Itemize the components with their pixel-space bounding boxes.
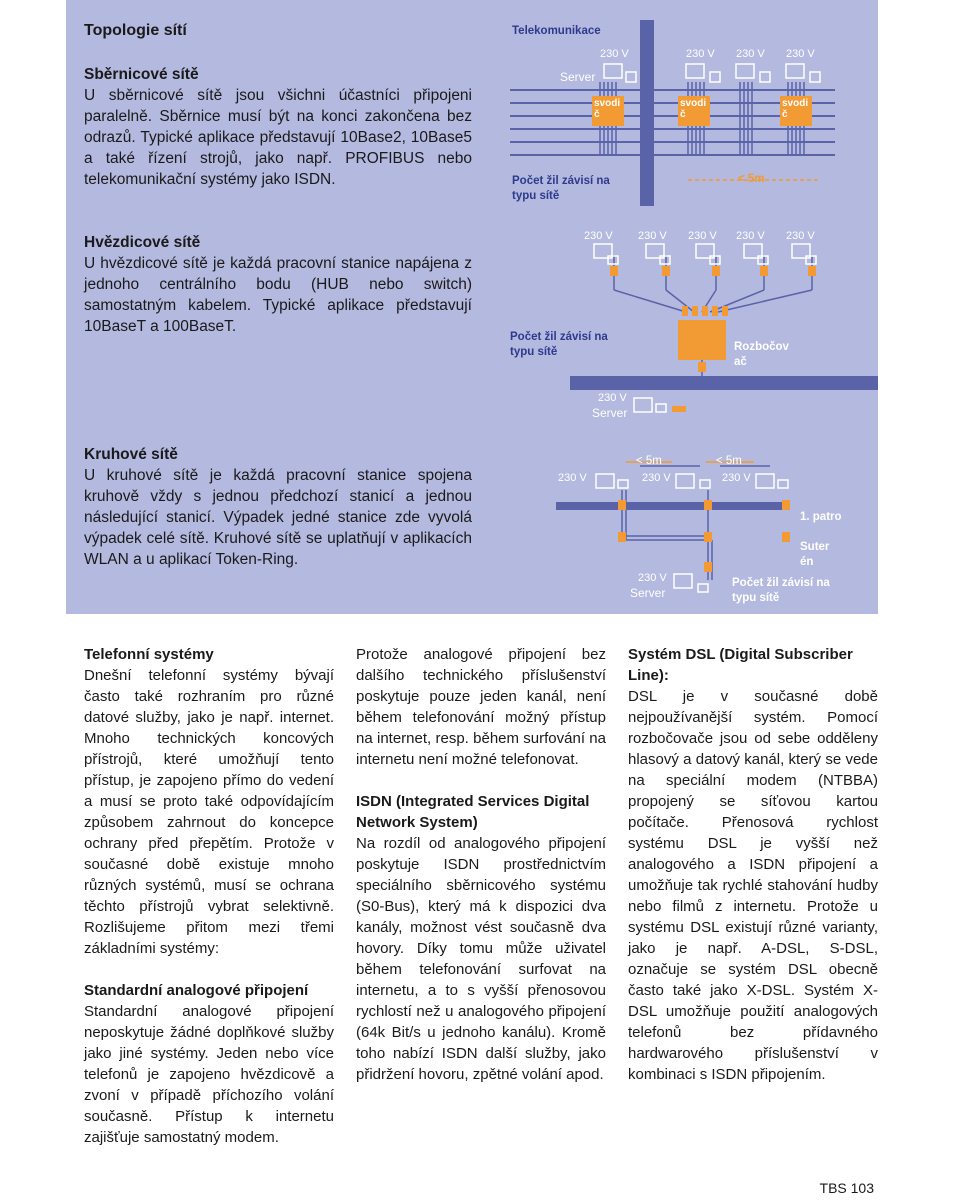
voltage-label: 230 V: [688, 230, 717, 242]
floor-label: 1. patro: [800, 511, 842, 523]
computer-icon: [736, 64, 754, 78]
ring-text: U kruhové sítě je každá pracovní stanice spojena kruhově vždy s jednou předchozí stanicí a jednou následující stanicí. Výpadek jedné stanice zde vyvolá výpadek celé sítě. Kruhové sítě se uplatňují v aplikacích WLAN a u aplikací Token-Ring.: [84, 467, 472, 568]
telephone-text: Dnešní telefonní systémy bývají často také rozhraním pro různé datové služby, jako je např. internet. Mnoho technických koncových přístrojů, které umožňují tento přístup, je zapojeno přímo do vedení a musí se proto také odpovídajícím způsobem zahrnout do koncepce ochrany před přepětím. Protože v současné době existuje mnoho různých systémů, musí se ochrana těchto přístrojů vybrat selektivně. Rozlišujeme přitom mezi třemi základními systémy:: [84, 667, 334, 957]
distance-label: < 5m: [738, 173, 765, 185]
socket-icon: [806, 256, 816, 264]
telephone-heading: Telefonní systémy: [84, 646, 214, 663]
protector-label: svodi č: [594, 98, 621, 120]
voltage-label: 230 V: [598, 392, 627, 404]
computer-icon: [786, 64, 804, 78]
analog-text: Standardní analogové připojení neposkytuje žádné doplňkové služby jako jiné systémy. Jeden nebo více telefonů je zapojeno hvězdicově a zvoní v případě příchozího volání současně. Přístup k internetu zajišťuje samostatný modem.: [84, 1003, 334, 1146]
voltage-label: 230 V: [686, 48, 715, 60]
socket-icon: [710, 256, 720, 264]
socket-icon: [698, 584, 708, 592]
basement-label: Suter én: [800, 541, 830, 568]
socket-icon: [700, 480, 710, 488]
bus-heading: Sběrnicové sítě: [84, 66, 199, 83]
socket-icon: [608, 256, 618, 264]
telecom-trunk: [640, 20, 654, 206]
star-diagram: [570, 244, 878, 412]
server-label: Server: [560, 70, 596, 84]
ring-heading: Kruhové sítě: [84, 446, 178, 463]
voltage-label: 230 V: [600, 48, 629, 60]
isdn-heading: ISDN (Integrated Services Digital Network System): [356, 793, 590, 831]
distance-label: < 5m: [636, 455, 662, 467]
wires-note: Počet žil závisí na typu sítě: [510, 331, 608, 358]
socket-icon: [656, 404, 666, 412]
page-title: Topologie sítí: [84, 22, 187, 39]
star-text: U hvězdicové sítě je každá pracovní stanice napájena z jednoho centrálního bodu (HUB nebo switch) samostatným kabelem. Typické aplikace představují 10BaseT a 100BaseT.: [84, 255, 472, 335]
socket-icon: [760, 72, 770, 82]
isdn-text: Na rozdíl od analogového připojení poskytuje ISDN prostřednictvím speciálního sběrnicového systému (S0-Bus), který má k dispozici dva kanály, možnost vést současně dva hovory. Díky tomu může uživatel během telefonování surfovat na internetu, a to s vyšší přenosovou rychlostí než u analogového připojení (64k Bit/s u jednoho kanálu). Kromě toho nabízí ISDN další služby, jako přidržení hovoru, zpětné volání apod.: [356, 835, 606, 1083]
computer-icon: [756, 474, 774, 488]
socket-icon: [778, 480, 788, 488]
page-number: TBS 103: [819, 1180, 874, 1196]
server-label: Server: [630, 586, 666, 600]
socket-icon: [758, 256, 768, 264]
star-heading: Hvězdicové sítě: [84, 234, 201, 251]
socket-icon: [626, 72, 636, 82]
server-label: Server: [592, 406, 628, 420]
wires-note: Počet žil závisí na typu sítě: [512, 175, 610, 202]
voltage-label: 230 V: [786, 230, 815, 242]
voltage-label: 230 V: [642, 472, 671, 484]
analog-heading: Standardní analogové připojení: [84, 982, 309, 999]
analog-continued-text: Protože analogové připojení bez dalšího technického příslušenství poskytuje pouze jeden kanál, není během telefonování možný přístup na internet, resp. během surfování na internetu není možné telefonovat.: [356, 646, 606, 768]
voltage-label: 230 V: [584, 230, 613, 242]
column-isdn: [356, 644, 606, 1085]
computer-icon: [674, 574, 692, 588]
column-dsl: [628, 644, 878, 1085]
distance-label: < 5m: [716, 455, 742, 467]
floor-line: [556, 502, 788, 510]
voltage-label: 230 V: [722, 472, 751, 484]
voltage-label: 230 V: [736, 230, 765, 242]
wires-note: Počet žil závisí na typu sítě: [732, 577, 830, 604]
voltage-label: 230 V: [558, 472, 587, 484]
voltage-label: 230 V: [638, 230, 667, 242]
star-trunk: [570, 376, 878, 390]
protector-label: svodi č: [680, 98, 707, 120]
telecom-label: Telekomunikace: [512, 25, 601, 37]
computer-icon: [634, 398, 652, 412]
socket-icon: [710, 72, 720, 82]
bus-text: U sběrnicové sítě jsou všichni účastníci připojeni paralelně. Sběrnice musí být na konci zakončena bez odrazů. Typické aplikace představují 10Base2, 10Base5 a také řízení strojů, jako např. PROFIBUS nebo telekomunikační systémy jako ISDN.: [84, 87, 472, 188]
socket-icon: [810, 72, 820, 82]
computer-icon: [596, 474, 614, 488]
computer-icon: [676, 474, 694, 488]
voltage-label: 230 V: [736, 48, 765, 60]
ring-diagram: [556, 462, 790, 592]
socket-icon: [618, 480, 628, 488]
hub-label: Rozbočov ač: [734, 341, 789, 368]
computer-icon: [686, 64, 704, 78]
dsl-heading: Systém DSL (Digital Subscriber Line):: [628, 646, 853, 684]
protector-label: svodi č: [782, 98, 809, 120]
voltage-label: 230 V: [786, 48, 815, 60]
dsl-text: DSL je v současné době nejpoužívanější systém. Pomocí rozbočovače jsou od sebe odděleny hlasový a datový kanál, který se vede na speciální modem (NTBBA) propojený se síťovou kartou počítače. Přenosová rychlost systému DSL je vyšší než analogového a ISDN připojení a umožňuje tak rychlé stahování hudby nebo filmů z internetu. Protože u systému DSL existují různé varianty, jako je např. A-DSL, S-DSL, označuje se systém DSL obecně často také jako X-DSL. Systém X-DSL umožňuje použití analogových telefonů bez přídavného hardwarového příslušenství v kombinaci s ISDN připojením.: [628, 688, 878, 1083]
hub-box: [678, 320, 726, 360]
socket-icon: [660, 256, 670, 264]
column-telephone-systems: [84, 644, 334, 1148]
voltage-label: 230 V: [638, 572, 667, 584]
computer-icon: [604, 64, 622, 78]
